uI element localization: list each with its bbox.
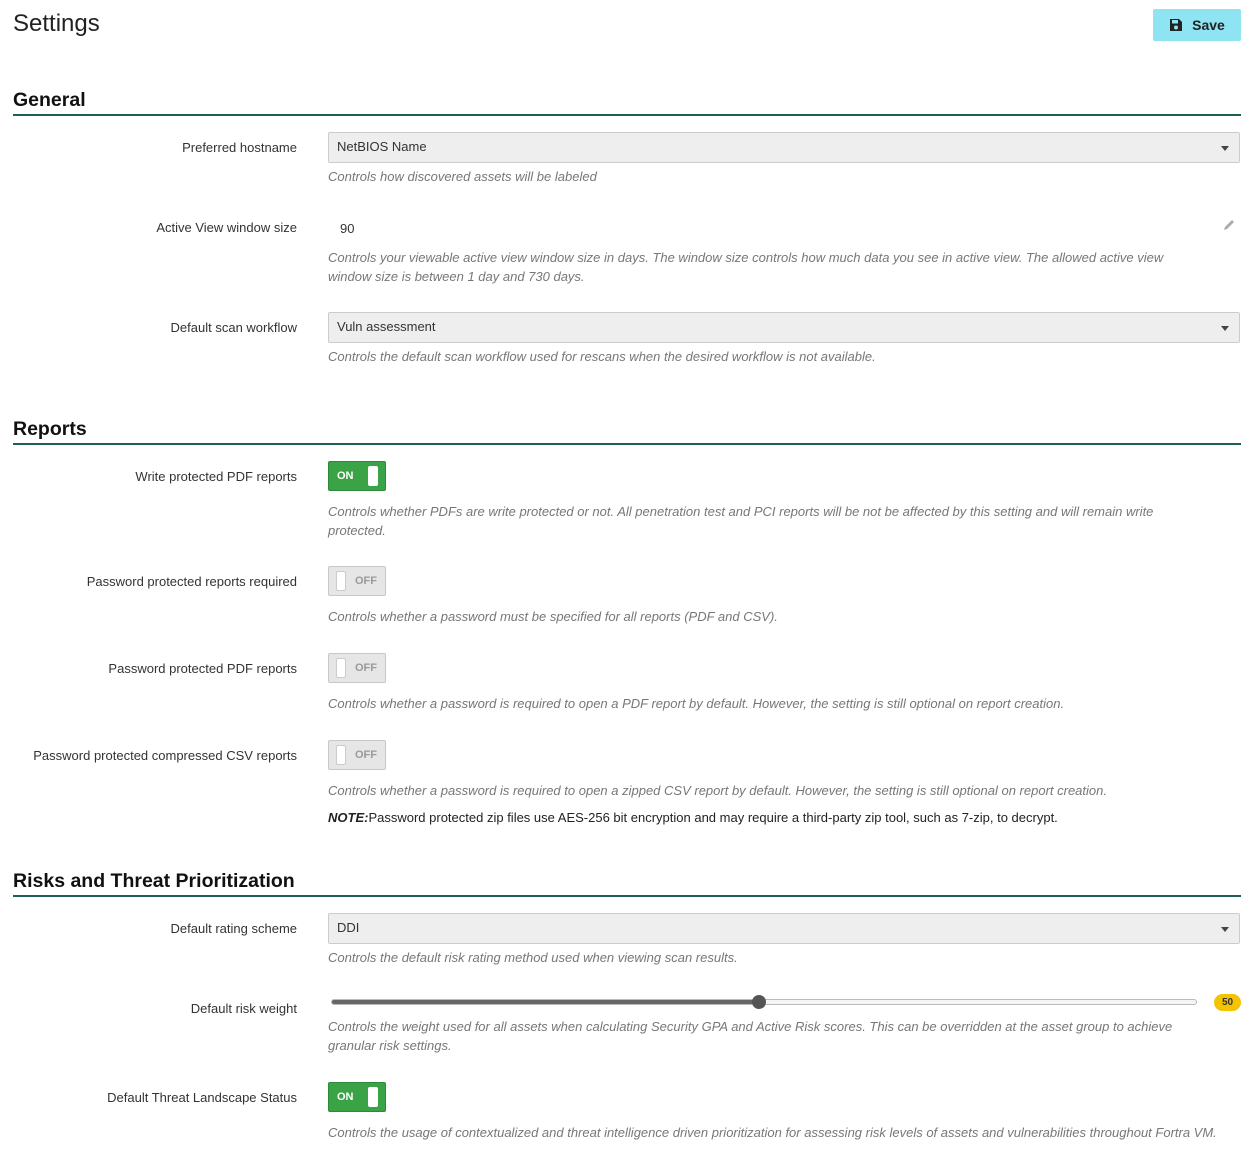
- rating-scheme-value: DDI: [337, 920, 360, 935]
- scan-workflow-value: Vuln assessment: [337, 319, 436, 334]
- toggle-state: ON: [337, 470, 354, 482]
- password-required-label: Password protected reports required: [86, 574, 297, 589]
- chevron-down-icon: [1221, 927, 1229, 932]
- floppy-disk-icon: [1169, 18, 1183, 32]
- active-view-help: Controls your viewable active view window size in days. The window size controls how much data you see in active view. The allowed active view window size is between 1 day and 730 days.: [328, 250, 1164, 284]
- save-button-label: Save: [1192, 17, 1225, 33]
- scan-workflow-select[interactable]: [328, 312, 1240, 343]
- rating-scheme-select[interactable]: [328, 913, 1240, 944]
- threat-landscape-help: Controls the usage of contextualized and threat intelligence driven prioritization for assessing risk levels of assets and vulnerabilities throughout Fortra VM.: [328, 1125, 1217, 1140]
- section-reports-title: Reports: [13, 418, 1241, 445]
- preferred-hostname-value: NetBIOS Name: [337, 139, 427, 154]
- active-view-input[interactable]: 90: [340, 221, 355, 236]
- scan-workflow-help: Controls the default scan workflow used for rescans when the desired workflow is not available.: [328, 349, 876, 364]
- section-general-title: General: [13, 89, 1241, 116]
- write-protected-label: Write protected PDF reports: [135, 469, 297, 484]
- scan-workflow-label: Default scan workflow: [170, 320, 297, 335]
- toggle-knob: [336, 571, 346, 591]
- password-csv-label: Password protected compressed CSV reports: [33, 748, 297, 763]
- risk-weight-help: Controls the weight used for all assets when calculating Security GPA and Active Risk scores. This can be overridden at the asset group to achieve granular risk settings.: [328, 1019, 1173, 1053]
- threat-landscape-toggle[interactable]: [328, 1082, 386, 1112]
- pencil-icon[interactable]: [1222, 218, 1236, 232]
- toggle-knob: [336, 658, 346, 678]
- note-text: Password protected zip files use AES-256 bit encryption and may require a third-party zip tool, such as 7-zip, to decrypt.: [368, 810, 1058, 825]
- toggle-knob: [368, 1087, 378, 1107]
- save-button[interactable]: [1153, 9, 1241, 41]
- preferred-hostname-help: Controls how discovered assets will be labeled: [328, 169, 597, 184]
- toggle-state: OFF: [355, 662, 377, 674]
- chevron-down-icon: [1221, 146, 1229, 151]
- risk-weight-label: Default risk weight: [190, 1001, 297, 1016]
- password-required-toggle[interactable]: [328, 566, 386, 596]
- password-csv-toggle[interactable]: [328, 740, 386, 770]
- write-protected-toggle[interactable]: [328, 461, 386, 491]
- write-protected-help: Controls whether PDFs are write protected or not. All penetration test and PCI reports will be not be affected by this setting and will remain write protected.: [328, 504, 1154, 538]
- toggle-state: OFF: [355, 575, 377, 587]
- password-required-help: Controls whether a password must be specified for all reports (PDF and CSV).: [328, 609, 778, 624]
- risk-weight-value-badge: 50: [1214, 994, 1241, 1011]
- toggle-state: ON: [337, 1091, 354, 1103]
- rating-scheme-label: Default rating scheme: [170, 921, 297, 936]
- password-pdf-label: Password protected PDF reports: [108, 661, 297, 676]
- page-title: Settings: [13, 10, 100, 37]
- preferred-hostname-label: Preferred hostname: [182, 140, 297, 155]
- toggle-knob: [336, 745, 346, 765]
- preferred-hostname-select[interactable]: [328, 132, 1240, 163]
- password-csv-help: Controls whether a password is required to open a zipped CSV report by default. However, the setting is still optional on report creation.: [328, 783, 1107, 798]
- rating-scheme-help: Controls the default risk rating method used when viewing scan results.: [328, 950, 738, 965]
- section-risks-title: Risks and Threat Prioritization: [13, 870, 1241, 897]
- password-pdf-toggle[interactable]: [328, 653, 386, 683]
- risk-weight-slider-thumb[interactable]: [752, 995, 766, 1009]
- note-label: NOTE:: [328, 810, 369, 825]
- risk-weight-slider-fill: [332, 1000, 760, 1004]
- chevron-down-icon: [1221, 326, 1229, 331]
- password-pdf-help: Controls whether a password is required to open a PDF report by default. However, the setting is still optional on report creation.: [328, 696, 1065, 711]
- active-view-label: Active View window size: [156, 220, 297, 235]
- zip-encryption-note: [328, 810, 1058, 825]
- threat-landscape-label: Default Threat Landscape Status: [107, 1090, 297, 1105]
- toggle-state: OFF: [355, 749, 377, 761]
- toggle-knob: [368, 466, 378, 486]
